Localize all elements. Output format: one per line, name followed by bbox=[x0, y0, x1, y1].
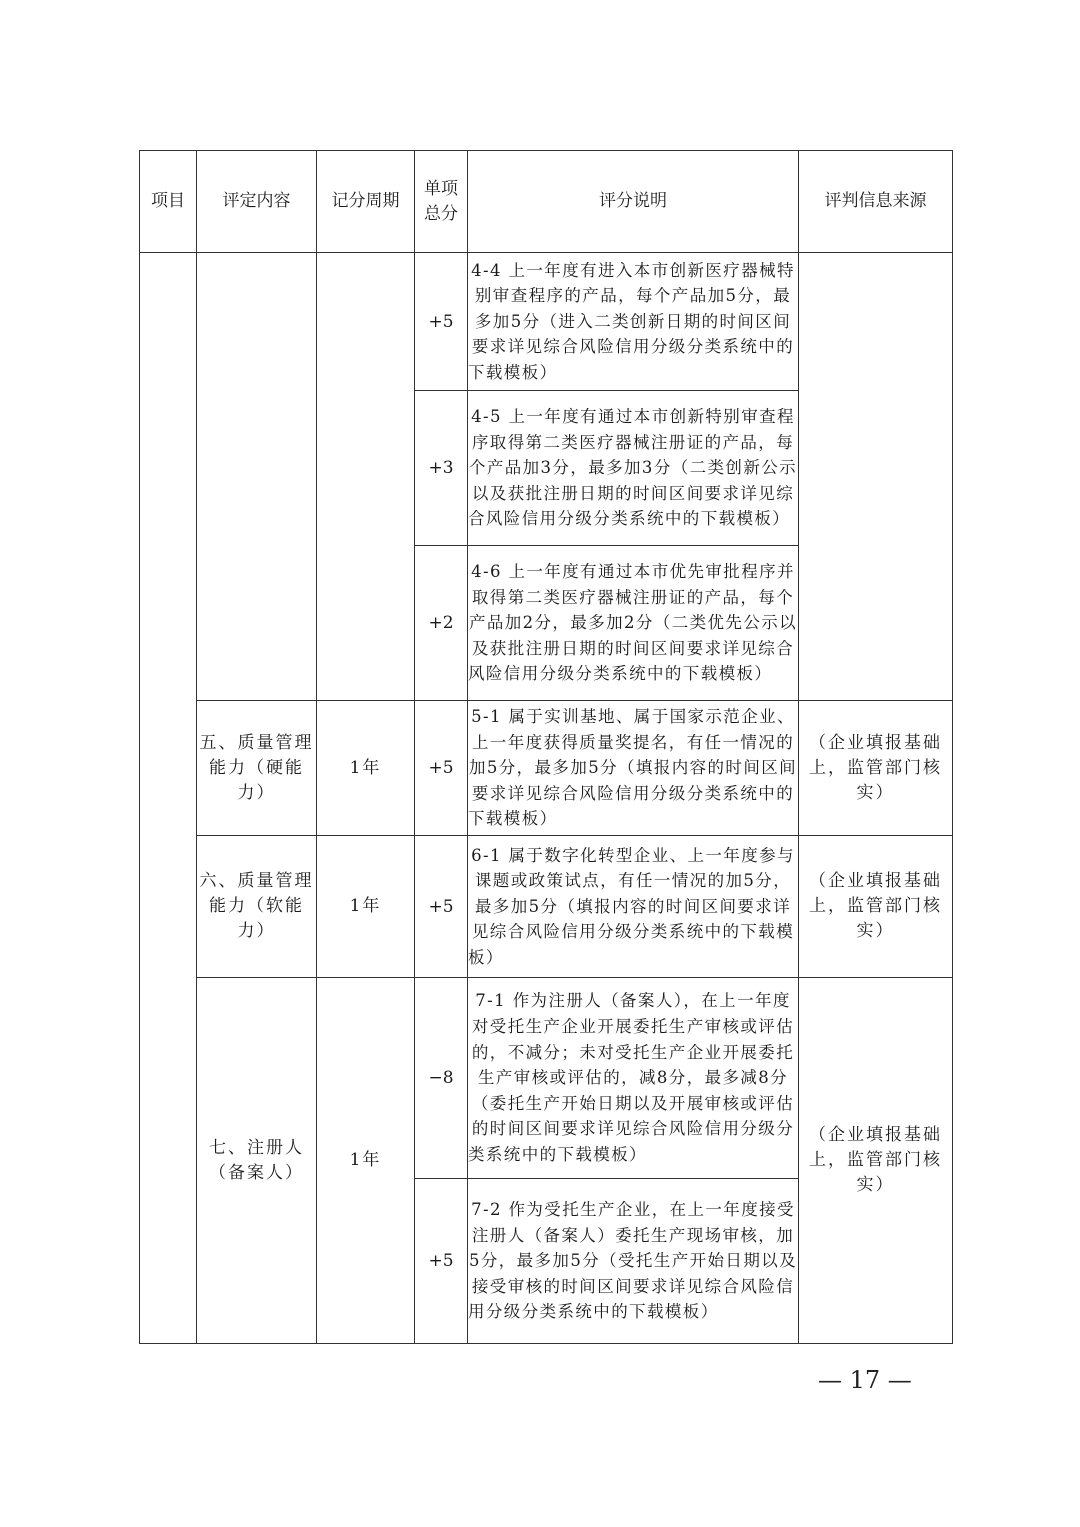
score-cell: +2 bbox=[415, 546, 468, 701]
header-period: 记分周期 bbox=[317, 151, 415, 253]
content-cell bbox=[197, 253, 317, 701]
scoring-table bbox=[139, 150, 953, 1344]
header-item: 项目 bbox=[140, 151, 197, 253]
source-cell: （企业填报基础上，监管部门核实） bbox=[799, 978, 953, 1344]
description-cell: 7-1 作为注册人（备案人），在上一年度对受托生产企业开展委托生产审核或评估的，不减分；未对受托生产企业开展委托生产审核或评估的，减8分，最多减8分（委托生产开始日期以及开展审核或评估的时间区间要求详见综合风险信用分级分类系统中的下载模板） bbox=[468, 978, 799, 1179]
table-row bbox=[140, 978, 953, 1179]
table-row bbox=[140, 253, 953, 391]
score-cell: +3 bbox=[415, 391, 468, 546]
content-cell: 七、注册人（备案人） bbox=[197, 978, 317, 1344]
score-cell: +5 bbox=[415, 836, 468, 978]
table-row bbox=[140, 701, 953, 836]
description-cell: 6-1 属于数字化转型企业、上一年度参与课题或政策试点，有任一情况的加5分，最多加5分（填报内容的时间区间要求详见综合风险信用分级分类系统中的下载模板） bbox=[468, 836, 799, 978]
description-cell: 7-2 作为受托生产企业，在上一年度接受注册人（备案人）委托生产现场审核，加5分，最多加5分（受托生产开始日期以及接受审核的时间区间要求详见综合风险信用分级分类系统中的下载模板） bbox=[468, 1179, 799, 1344]
description-cell: 4-5 上一年度有通过本市创新特别审查程序取得第二类医疗器械注册证的产品，每个产品加3分，最多加3分（二类创新公示以及获批注册日期的时间区间要求详见综合风险信用分级分类系统中的下载模板） bbox=[468, 391, 799, 546]
source-cell: （企业填报基础上，监管部门核实） bbox=[799, 836, 953, 978]
content-cell: 五、质量管理能力（硬能力） bbox=[197, 701, 317, 836]
period-cell: 1年 bbox=[317, 978, 415, 1344]
period-cell: 1年 bbox=[317, 701, 415, 836]
header-description: 评分说明 bbox=[468, 151, 799, 253]
score-cell: +5 bbox=[415, 1179, 468, 1344]
table-header-row bbox=[140, 151, 953, 253]
page-number: — 17 — bbox=[818, 1366, 912, 1394]
source-cell bbox=[799, 253, 953, 701]
score-cell: +5 bbox=[415, 701, 468, 836]
score-cell: +5 bbox=[415, 253, 468, 391]
header-content: 评定内容 bbox=[197, 151, 317, 253]
description-cell: 4-4 上一年度有进入本市创新医疗器械特别审查程序的产品，每个产品加5分，最多加5分（进入二类创新日期的时间区间要求详见综合风险信用分级分类系统中的下载模板） bbox=[468, 253, 799, 391]
description-cell: 4-6 上一年度有通过本市优先审批程序并取得第二类医疗器械注册证的产品，每个产品加2分，最多加2分（二类优先公示以及获批注册日期的时间区间要求详见综合风险信用分级分类系统中的下载模板） bbox=[468, 546, 799, 701]
header-score: 单项总分 bbox=[415, 151, 468, 253]
period-cell: 1年 bbox=[317, 836, 415, 978]
header-source: 评判信息来源 bbox=[799, 151, 953, 253]
content-cell: 六、质量管理能力（软能力） bbox=[197, 836, 317, 978]
score-cell: −8 bbox=[415, 978, 468, 1179]
description-cell: 5-1 属于实训基地、属于国家示范企业、上一年度获得质量奖提名，有任一情况的加5分，最多加5分（填报内容的时间区间要求详见综合风险信用分级分类系统中的下载模板） bbox=[468, 701, 799, 836]
table-row bbox=[140, 836, 953, 978]
item-cell bbox=[140, 253, 197, 1344]
period-cell bbox=[317, 253, 415, 701]
source-cell: （企业填报基础上，监管部门核实） bbox=[799, 701, 953, 836]
